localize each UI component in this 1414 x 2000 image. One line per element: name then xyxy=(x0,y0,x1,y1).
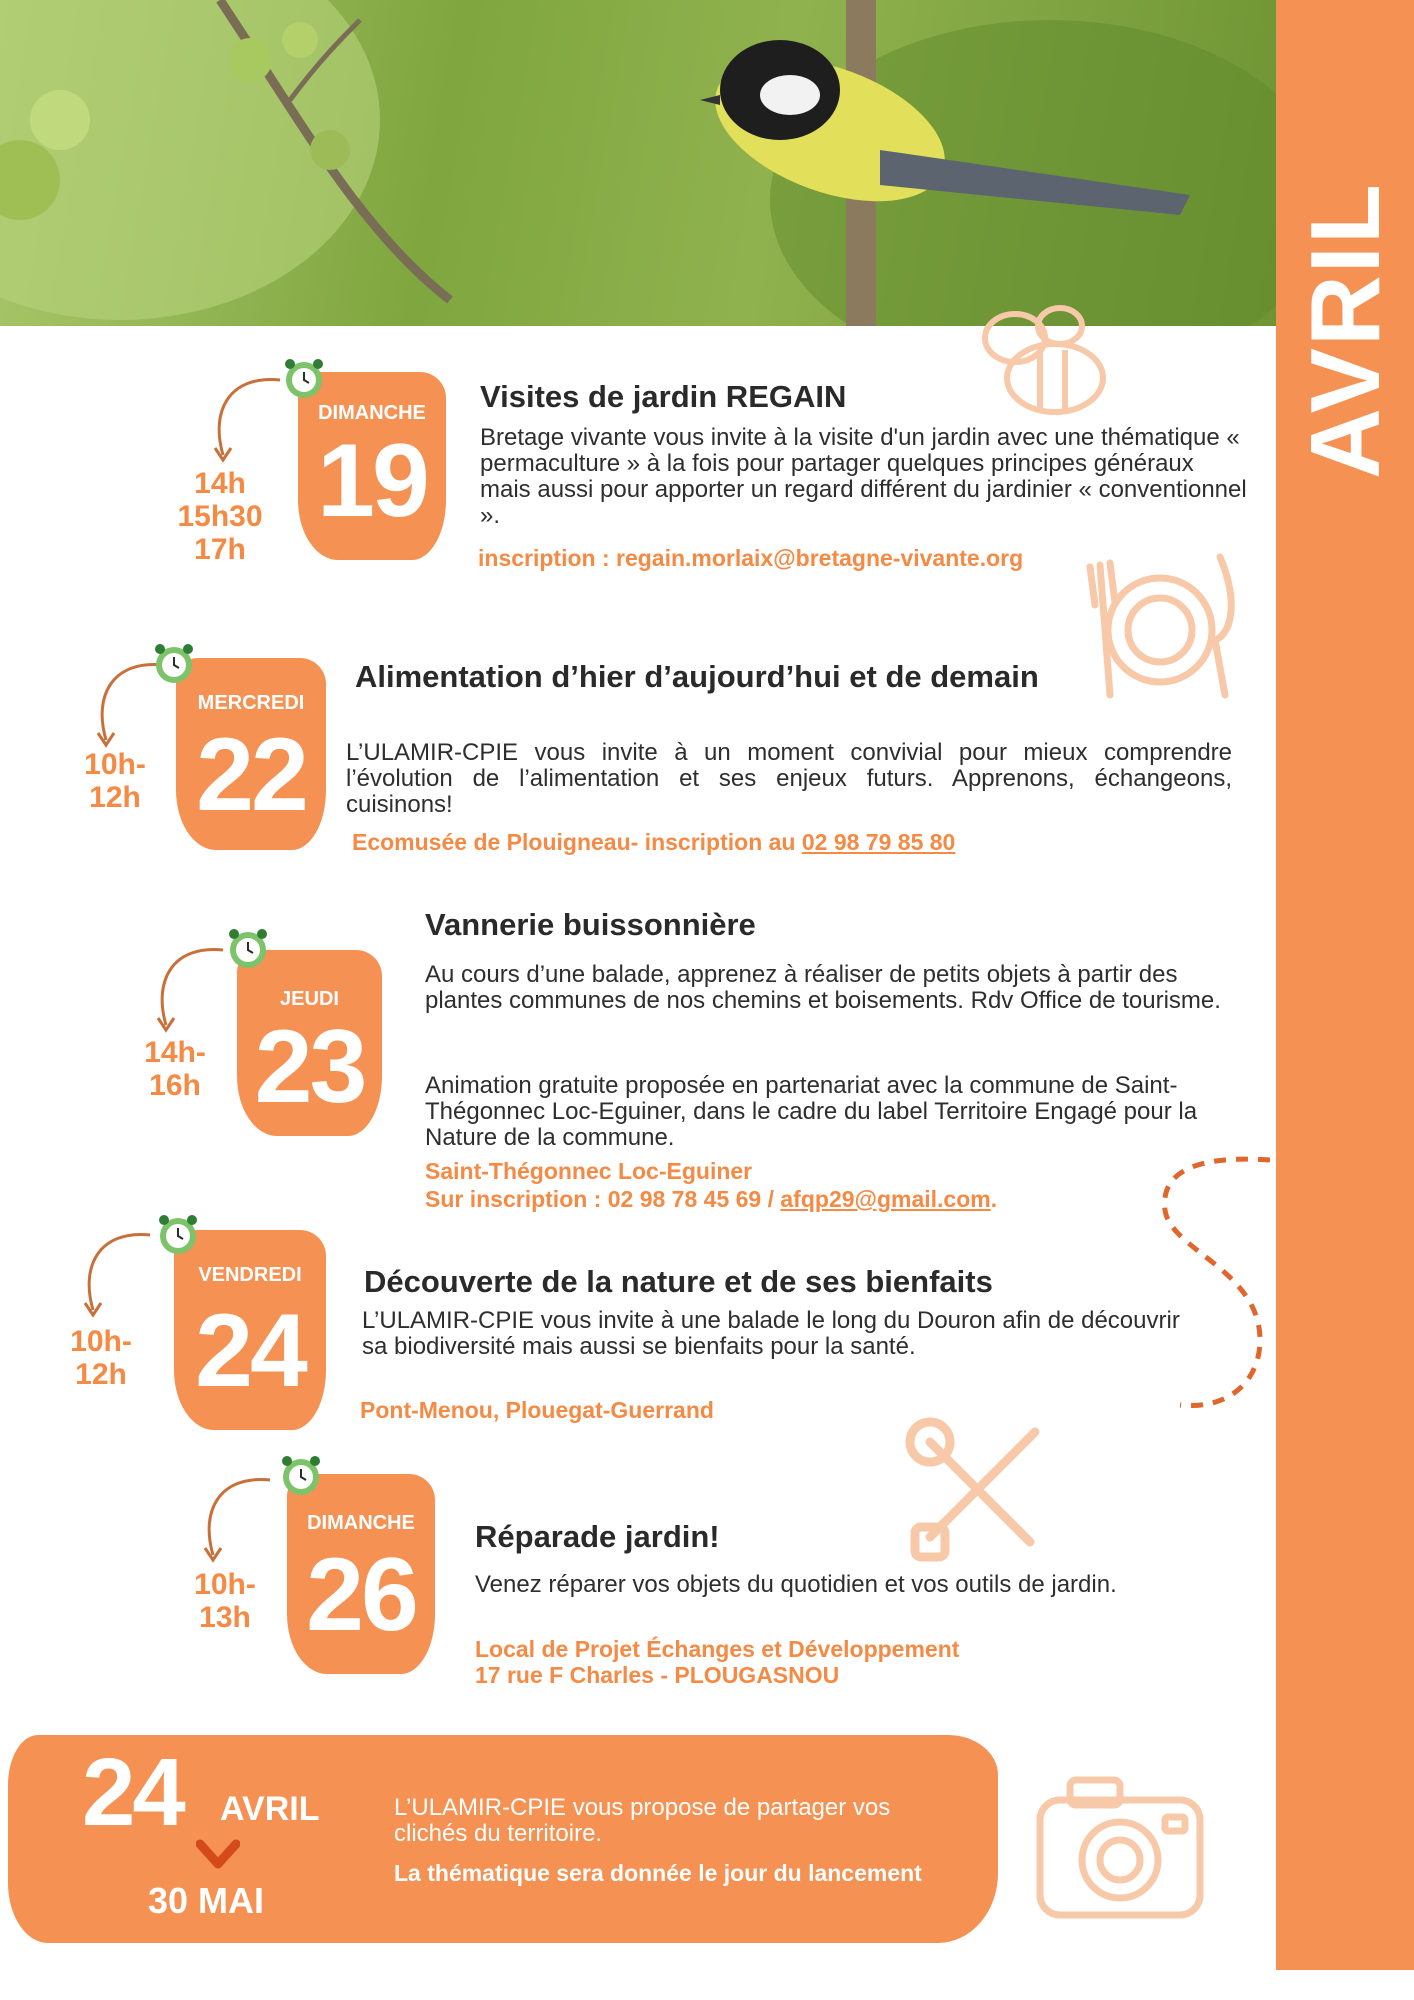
event-info: Pont-Menou, Plouegat-Guerrand xyxy=(360,1397,714,1423)
banner-theme-note: La thématique sera donnée le jour du lancement xyxy=(394,1860,922,1886)
curved-arrow-icon xyxy=(205,370,285,470)
alarm-clock-icon xyxy=(282,356,326,400)
alarm-clock-icon xyxy=(226,926,270,970)
event-description: L’ULAMIR-CPIE vous invite à un moment convivial pour mieux comprendre l’évolution de l’alimentation et ses enjeux futurs. Apprenons, échangeons, cuisinons! xyxy=(346,739,1232,818)
time-slot: 14h- xyxy=(144,1036,206,1069)
alarm-clock-icon xyxy=(156,1212,200,1256)
time-slot: 16h xyxy=(149,1069,201,1102)
event-times xyxy=(170,1568,280,1634)
month-title xyxy=(1276,160,1414,500)
event-address: 17 rue F Charles - PLOUGASNOU xyxy=(475,1662,840,1688)
event-description: L’ULAMIR-CPIE vous invite à une balade le long du Douron afin de découvrir sa biodiversité mais aussi se bienfaits pour la santé. xyxy=(362,1307,1180,1360)
event-contact xyxy=(425,1186,1245,1212)
event-info[interactable]: inscription : regain.morlaix@bretagne-vivante.org xyxy=(478,545,1024,571)
event-title: Alimentation d’hier d’aujourd’hui et de demain xyxy=(355,659,1039,694)
camera-icon xyxy=(1020,1755,1220,1935)
header-photo xyxy=(0,0,1276,326)
date-badge xyxy=(174,1230,326,1430)
time-slot: 10h- xyxy=(194,1568,256,1601)
event-location: Saint-Thégonnec Loc-Eguiner xyxy=(425,1158,753,1184)
time-slot: 15h30 xyxy=(177,500,263,533)
time-slot: 10h- xyxy=(70,1325,132,1358)
curved-arrow-icon xyxy=(195,1470,275,1570)
day-number: 22 xyxy=(196,717,306,833)
phone-link[interactable]: 02 98 79 85 80 xyxy=(801,829,956,855)
curved-arrow-icon xyxy=(75,1225,155,1325)
day-name: MERCREDI xyxy=(197,692,305,714)
event-description-partnership: Animation gratuite proposée en partenariat avec la commune de Saint-Thégonnec Loc-Eguiner, dans le cadre du label Territoire Engagé pour la Nature de la commune. xyxy=(425,1072,1198,1151)
day-number: 23 xyxy=(254,1009,365,1125)
event-title: Réparade jardin! xyxy=(475,1519,720,1554)
curved-arrow-icon xyxy=(148,940,228,1040)
time-slot: 17h xyxy=(194,533,246,566)
day-name: DIMANCHE xyxy=(318,402,426,424)
event-description: Au cours d’une balade, apprenez à réaliser de petits objets à partir des plantes communes de nos chemins et boisements. Rdv Office de tourisme. xyxy=(425,961,1221,1014)
banner-start-day: 24 xyxy=(82,1739,183,1846)
event-location: Ecomusée de Plouigneau- inscription au xyxy=(352,829,802,855)
day-number: 19 xyxy=(317,423,427,539)
event-info xyxy=(352,829,1212,855)
day-name: DIMANCHE xyxy=(307,1512,415,1534)
date-badge xyxy=(287,1474,435,1674)
event-times xyxy=(46,1325,156,1391)
day-number: 24 xyxy=(195,1293,305,1409)
month-title-text: AVRIL xyxy=(1289,181,1400,479)
day-name: VENDREDI xyxy=(198,1264,302,1286)
date-badge xyxy=(176,658,326,850)
time-slot: 12h xyxy=(89,781,141,814)
event-location: Local de Projet Échanges et Développement xyxy=(475,1636,960,1662)
event-times xyxy=(60,748,170,814)
day-number: 26 xyxy=(306,1537,416,1653)
banner-start-month: AVRIL xyxy=(220,1790,320,1828)
event-info xyxy=(475,1636,1175,1688)
time-slot: 12h xyxy=(75,1358,127,1391)
chevron-down-icon xyxy=(196,1838,240,1872)
event-description: Bretage vivante vous invite à la visite d'un jardin avec une thématique « permaculture » à la fois pour partager quelques principes généraux mais aussi pour apporter un regard différent du jardinier « conventionnel ». xyxy=(480,424,1247,529)
event-times xyxy=(160,467,280,566)
event-title: Vannerie buissonnière xyxy=(425,907,756,942)
alarm-clock-icon xyxy=(152,641,196,685)
banner-end-date: 30 MAI xyxy=(148,1880,265,1921)
time-slot: 14h xyxy=(194,467,246,500)
bird-photo-illustration xyxy=(0,0,1276,326)
day-name: JEUDI xyxy=(280,988,339,1010)
event-title: Visites de jardin REGAIN xyxy=(480,379,847,414)
event-times xyxy=(120,1036,230,1102)
alarm-clock-icon xyxy=(279,1453,323,1497)
email-link[interactable]: afqp29@gmail.com xyxy=(780,1186,991,1212)
date-badge xyxy=(298,372,446,560)
phone-number: Sur inscription : 02 98 78 45 69 / xyxy=(425,1186,781,1212)
event-description: Venez réparer vos objets du quotidien et vos outils de jardin. xyxy=(475,1571,1117,1598)
banner-description: L’ULAMIR-CPIE vous propose de partager vos clichés du territoire. xyxy=(394,1794,891,1847)
event-title: Découverte de la nature et de ses bienfaits xyxy=(364,1264,993,1299)
time-slot: 13h xyxy=(199,1601,251,1634)
punctuation: . xyxy=(990,1186,998,1212)
date-badge xyxy=(237,950,382,1136)
time-slot: 10h- xyxy=(84,748,146,781)
